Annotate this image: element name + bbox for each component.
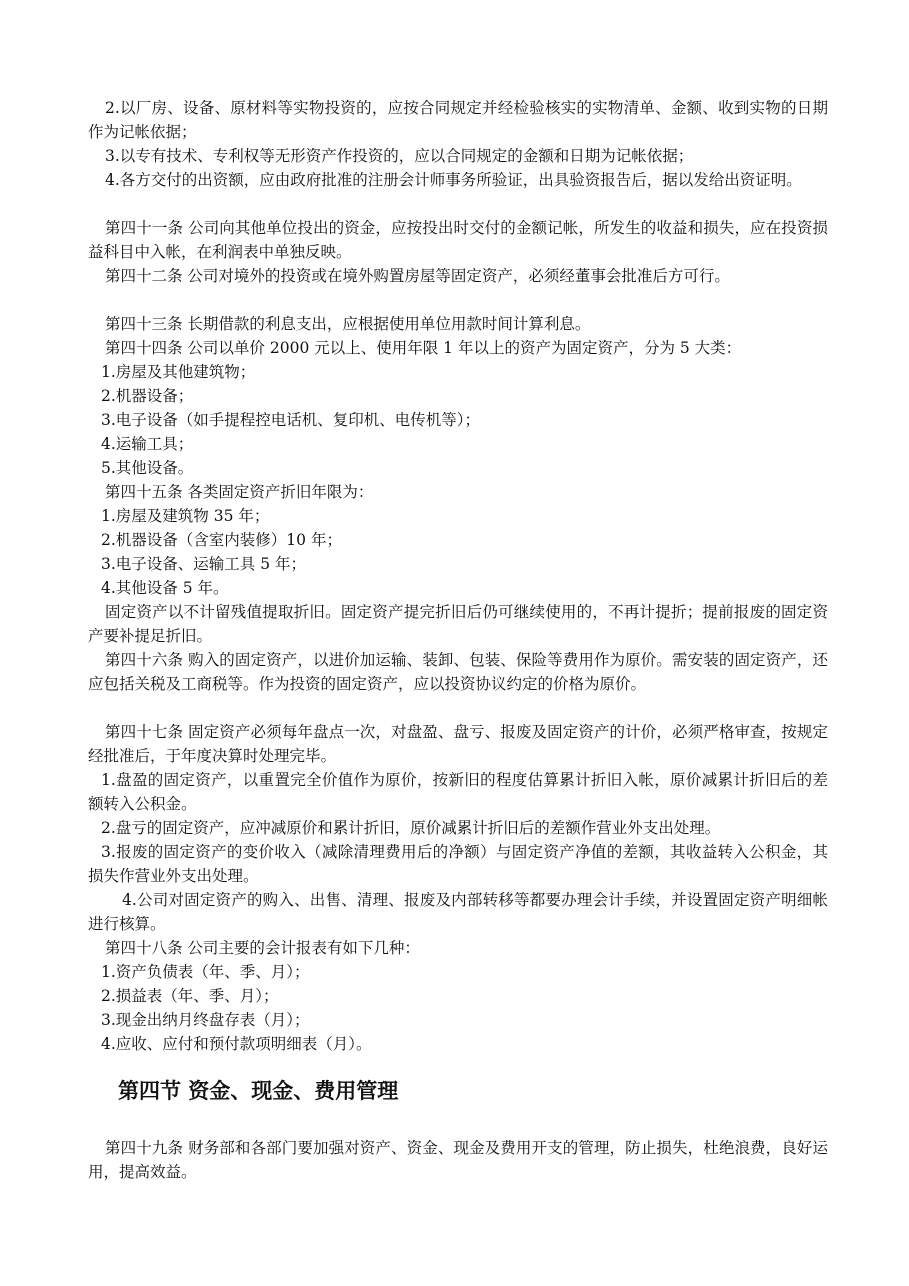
list-item: 4.公司对固定资产的购入、出售、清理、报废及内部转移等都要办理会计手续，并设置固定资产明细帐进行核算。 [88,891,828,933]
paragraph-1: 2.以厂房、设备、原材料等实物投资的，应按合同规定并经检验核实的实物清单、金额、收到实物的日期作为记帐依据； [88,99,828,141]
list-item: 2.盘亏的固定资产，应冲减原价和累计折旧，原价减累计折旧后的差额作营业外支出处理。 [101,819,721,837]
list-item: 4.应收、应付和预付款项明细表（月）。 [101,1035,372,1053]
paragraph-13: 第四十五条 各类固定资产折旧年限为： [105,483,374,501]
section-heading: 第四节 资金、现金、费用管理 [118,1079,399,1103]
list-item: 1.盘盈的固定资产，以重置完全价值作为原价，按新旧的程度估算累计折旧入帐，原价减累计折旧后的差额转入公积金。 [88,771,828,813]
list-item: 2.机器设备； [101,387,194,405]
list-item: 1.房屋及其他建筑物； [101,363,256,381]
closing-paragraph: 第四十九条 财务部和各部门要加强对资产、资金、现金及费用开支的管理，防止损失，杜绝浪费，良好运用，提高效益。 [88,1139,828,1181]
paragraph-20: 第四十七条 固定资产必须每年盘点一次，对盘盈、盘亏、报废及固定资产的计价，必须严格审查，按规定经批准后，于年度决算时处理完毕。 [88,723,828,765]
list-item: 1.房屋及建筑物 35 年； [101,507,270,525]
paragraph-3: 4.各方交付的出资额，应由政府批准的注册会计师事务所验证，出具验资报告后，据以发给出资证明。 [105,171,802,189]
paragraph-4: 第四十一条 公司向其他单位投出的资金，应按投出时交付的金额记帐，所发生的收益和损失，应在投资损益科目中入帐，在利润表中单独反映。 [88,219,828,261]
list-item: 1.资产负债表（年、季、月）； [101,963,310,981]
list-item: 4.其他设备 5 年。 [101,579,229,597]
paragraph-7: 第四十四条 公司以单价 2000 元以上、使用年限 1 年以上的资产为固定资产，分为 5 大类： [105,339,742,357]
list-item: 3.现金出纳月终盘存表（月）； [101,1011,310,1029]
list-item: 5.其他设备。 [101,459,194,477]
paragraph-25: 第四十八条 公司主要的会计报表有如下几种： [105,939,420,957]
paragraph-18: 固定资产以不计留残值提取折旧。固定资产提完折旧后仍可继续使用的，不再计提折；提前报废的固定资产要补提足折旧。 [88,603,828,645]
list-item: 4.运输工具； [101,435,194,453]
list-item: 2.机器设备（含室内装修）10 年； [101,531,342,549]
paragraph-2: 3.以专有技术、专利权等无形资产作投资的，应以合同规定的金额和日期为记帐依据； [105,147,694,165]
paragraph-6: 第四十三条 长期借款的利息支出，应根据使用单位用款时间计算利息。 [105,315,591,333]
paragraph-19: 第四十六条 购入的固定资产，以进价加运输、装卸、包装、保险等费用作为原价。需安装的固定资产，还应包括关税及工商税等。作为投资的固定资产，应以投资协议约定的价格为原价。 [88,651,828,693]
paragraph-5: 第四十二条 公司对境外的投资或在境外购置房屋等固定资产，必须经董事会批准后方可行。 [105,267,730,285]
list-item: 3.电子设备（如手提程控电话机、复印机、电传机等）； [101,411,481,429]
list-item: 3.报废的固定资产的变价收入（减除清理费用后的净额）与固定资产净值的差额，其收益转入公积金，其损失作营业外支出处理。 [88,843,828,885]
list-item: 2.损益表（年、季、月）； [101,987,279,1005]
list-item: 3.电子设备、运输工具 5 年； [101,555,307,573]
